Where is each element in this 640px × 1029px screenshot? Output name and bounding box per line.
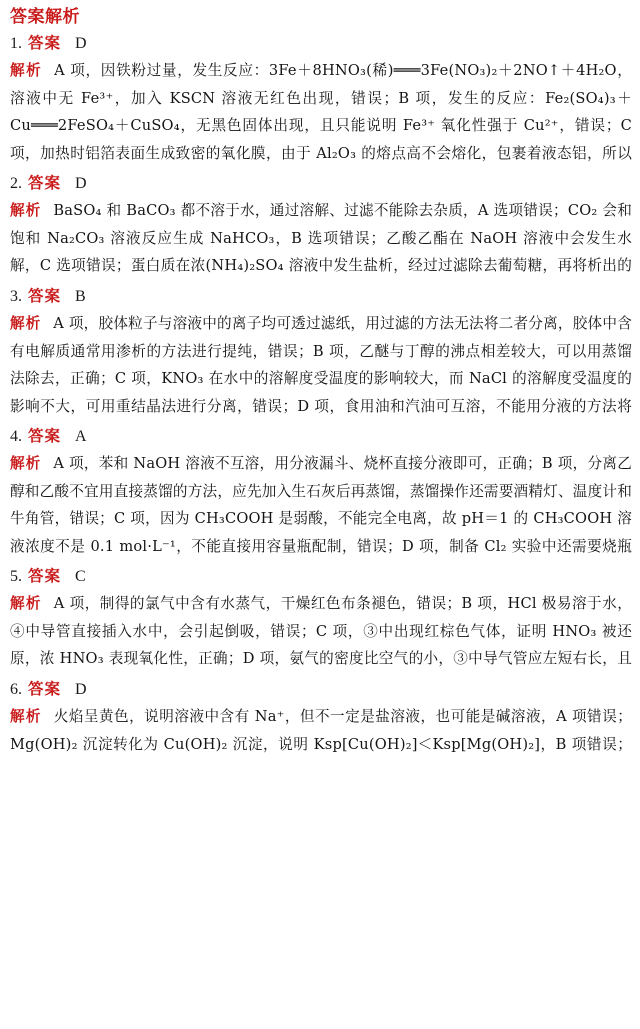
explanation-paragraph	[10, 590, 632, 676]
answer-option: A	[75, 428, 87, 445]
answer-explanation-page	[10, 4, 632, 761]
answer-line	[10, 676, 632, 703]
question-number: 1.	[10, 35, 22, 52]
answer-line	[10, 283, 632, 310]
answer-option: B	[75, 288, 86, 305]
question-number: 6.	[10, 681, 22, 698]
explanation-label: 解析	[10, 315, 42, 332]
explanation-text: A 项，胶体粒子与溶液中的离子均可透过滤纸，用过滤的方法无法将二者分离，胶体中含有电解质通常用渗析的方法进行提纯，错误；B 项，乙醚与丁醇的沸点相差较大，可以用蒸馏法除去，正确；C 项，KNO₃ 在水中的溶解度受温度的影响较大，而 NaCl 的溶解度受温度的影响不大，可用重结晶法进行分离，错误；D 项，食用油和汽油可互溶，不能用分液的方法将	[10, 315, 632, 415]
page-title: 答案解析	[10, 7, 80, 27]
explanation-label: 解析	[10, 595, 42, 612]
explanation-text: A 项，因铁粉过量，发生反应：3Fe＋8HNO₃(稀)═══3Fe(NO₃)₂＋2NO↑＋4H₂O，溶液中无 Fe³⁺，加入 KSCN 溶液无红色出现，错误；B 项，发生的反应：Fe₂(SO₄)₃＋Cu═══2FeSO₄＋CuSO₄，无黑色固体出现，且只能说明 Fe³⁺ 氧化性强于 Cu²⁺，错误；C 项，加热时铝箔表面生成致密的氧化膜，由于 Al₂O₃ 的熔点高不会熔化，包裹着液态铝，所以	[10, 62, 632, 162]
question-3-section	[10, 283, 632, 423]
answer-label: 答案	[28, 427, 62, 445]
question-number: 5.	[10, 568, 22, 585]
answer-option: C	[75, 568, 86, 585]
explanation-label: 解析	[10, 708, 42, 725]
explanation-text: BaSO₄ 和 BaCO₃ 都不溶于水，通过溶解、过滤不能除去杂质，A 选项错误；CO₂ 会和饱和 Na₂CO₃ 溶液反应生成 NaHCO₃，B 选项错误；乙酸乙酯在 NaOH 溶液中会发生水解，C 选项错误；蛋白质在浓(NH₄)₂SO₄ 溶液中发生盐析，经过过滤除去葡萄糖，再将析出的	[10, 202, 632, 275]
answer-label: 答案	[28, 174, 62, 192]
explanation-text: 火焰呈黄色，说明溶液中含有 Na⁺，但不一定是盐溶液，也可能是碱溶液，A 项错误；Mg(OH)₂ 沉淀转化为 Cu(OH)₂ 沉淀，说明 Ksp[Cu(OH)₂]＜Ksp[Mg(OH)₂]，B 项错误；	[10, 708, 632, 753]
explanation-paragraph	[10, 450, 632, 563]
explanation-paragraph	[10, 197, 632, 283]
answer-line	[10, 30, 632, 57]
answer-label: 答案	[28, 34, 62, 52]
explanation-label: 解析	[10, 62, 43, 79]
answer-option: D	[75, 35, 87, 52]
explanation-paragraph	[10, 57, 632, 170]
question-number: 3.	[10, 288, 22, 305]
answer-label: 答案	[28, 680, 62, 698]
answer-label: 答案	[28, 567, 62, 585]
question-4-section	[10, 423, 632, 563]
answer-line	[10, 563, 632, 590]
question-number: 4.	[10, 428, 22, 445]
question-5-section	[10, 563, 632, 676]
question-6-section	[10, 676, 632, 761]
answer-label: 答案	[28, 287, 62, 305]
answer-option: D	[75, 681, 87, 698]
question-number: 2.	[10, 175, 22, 192]
explanation-text: A 项，苯和 NaOH 溶液不互溶，用分液漏斗、烧杯直接分液即可，正确；B 项，分离乙醇和乙酸不宜用直接蒸馏的方法，应先加入生石灰后再蒸馏，蒸馏操作还需要酒精灯、温度计和牛角管，错误；C 项，因为 CH₃COOH 是弱酸，不能完全电离，故 pH＝1 的 CH₃COOH 溶液浓度不是 0.1 mol·L⁻¹，不能直接用容量瓶配制，错误；D 项，制备 Cl₂ 实验中还需要烧瓶	[10, 455, 632, 555]
explanation-paragraph	[10, 703, 632, 761]
answer-option: D	[75, 175, 87, 192]
explanation-label: 解析	[10, 202, 42, 219]
question-1-section	[10, 30, 632, 170]
question-2-section	[10, 170, 632, 283]
explanation-label: 解析	[10, 455, 42, 472]
answer-line	[10, 423, 632, 450]
explanation-paragraph	[10, 310, 632, 423]
answer-line	[10, 170, 632, 197]
explanation-text: A 项，制得的氯气中含有水蒸气，干燥红色布条褪色，错误；B 项，HCl 极易溶于水，④中导管直接插入水中，会引起倒吸，错误；C 项，③中出现红棕色气体，证明 HNO₃ 被还原，浓 HNO₃ 表现氧化性，正确；D 项，氨气的密度比空气的小，③中导气管应左短右长，且	[10, 595, 632, 668]
